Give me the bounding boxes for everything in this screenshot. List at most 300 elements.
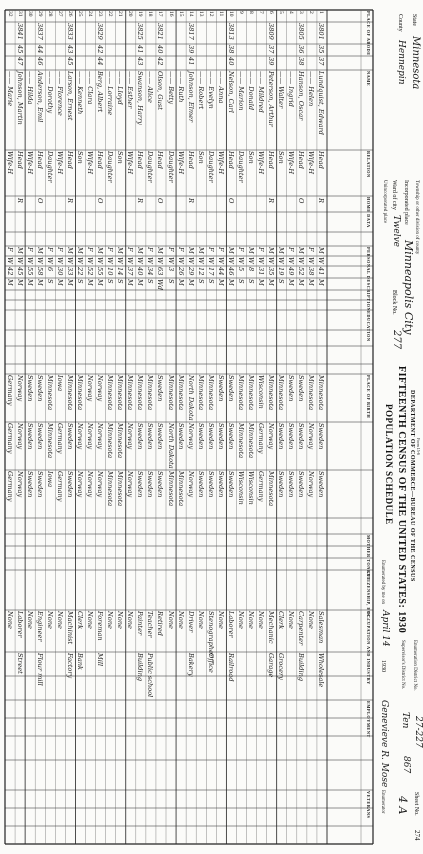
occupation: None: [126, 611, 135, 629]
relation: Head: [317, 151, 326, 169]
person-name: —— Alice: [146, 71, 155, 103]
occupation: Salesman: [317, 611, 326, 644]
person-name: —— Lorraine: [106, 71, 115, 116]
age: 45: [15, 267, 24, 276]
age: 37: [126, 267, 135, 276]
mother-birthplace: Minnesota: [176, 471, 185, 507]
relation: Son: [76, 151, 84, 164]
line-number: 22: [107, 11, 114, 17]
line-number: 23: [97, 11, 104, 17]
family-number: 42: [156, 57, 165, 66]
line-number: 12: [207, 11, 214, 17]
line-number: 24: [87, 11, 94, 17]
industry: Railroad: [226, 653, 235, 682]
marital-status: S: [116, 279, 125, 284]
occupation: Clerk: [277, 611, 286, 630]
mother-birthplace: Minnesota: [106, 471, 115, 507]
race: W: [146, 257, 155, 264]
race: W: [176, 257, 185, 264]
person-name: Nelson, Carl: [226, 71, 235, 113]
column-group-4: PERSONAL DESCRIPTION: [366, 247, 371, 312]
race: W: [307, 257, 316, 264]
father-birthplace: North Dakota: [166, 423, 175, 469]
marital-status: M: [86, 279, 95, 286]
family-number: 41: [186, 57, 195, 66]
industry: Bakery: [186, 653, 195, 677]
race: W: [116, 257, 125, 264]
mother-birthplace: Norway: [96, 471, 105, 498]
industry: Factory: [65, 653, 74, 679]
line-number: 11: [217, 11, 224, 17]
sex: M: [267, 247, 276, 254]
person-name: Johnson, Elmer: [186, 71, 195, 123]
father-birthplace: Norway: [96, 423, 105, 450]
mother-birthplace: Sweden: [25, 471, 34, 498]
birthplace: Minnesota: [136, 375, 145, 411]
age: 8: [247, 267, 256, 272]
house-number: 3821: [156, 23, 165, 40]
sex: M: [196, 247, 205, 254]
person-name: —— Florence: [55, 71, 64, 116]
sheet-value: 4 A: [396, 796, 409, 815]
relation: Head: [136, 151, 145, 169]
age: 42: [5, 267, 14, 276]
sex: M: [15, 247, 24, 254]
line-number: 17: [157, 11, 164, 17]
race: W: [15, 257, 24, 264]
supervisor-label: Supervisor's District No.: [400, 640, 405, 690]
relation: Wife-H: [176, 151, 185, 175]
home-tenure: O: [156, 198, 165, 204]
birthplace: Minnesota: [317, 375, 326, 411]
birthplace: Minnesota: [196, 375, 205, 411]
mother-birthplace: Minnesota: [267, 471, 276, 507]
father-birthplace: Sweden: [216, 423, 225, 450]
dwelling-number: 45: [15, 45, 24, 54]
occupation: Laborer: [226, 611, 235, 638]
marital-status: M: [126, 279, 135, 286]
dwelling-number: 39: [186, 45, 195, 54]
person-name: —— Ruth: [176, 71, 185, 103]
relation: Wife-H: [216, 151, 225, 175]
race: W: [216, 257, 225, 264]
relation: Wife-H: [287, 151, 296, 175]
age: 14: [116, 267, 125, 276]
age: 49: [287, 267, 296, 276]
sex: M: [277, 247, 286, 254]
age: 52: [297, 267, 306, 276]
line-number: 32: [6, 11, 13, 17]
home-tenure: O: [96, 198, 105, 204]
dwelling-number: 42: [96, 45, 105, 54]
mother-birthplace: Norway: [15, 471, 24, 498]
industry: Building: [136, 653, 145, 682]
marital-status: M: [307, 279, 316, 286]
occupation: Laborer: [15, 611, 24, 638]
race: W: [297, 257, 306, 264]
birthplace: Norway: [96, 375, 105, 402]
age: 30: [55, 267, 64, 276]
sex: F: [106, 247, 115, 252]
father-birthplace: Norway: [86, 423, 95, 450]
column-group-7: MOTHER TONGUE: [366, 535, 371, 581]
father-birthplace: Germany: [55, 423, 64, 454]
marital-status: S: [247, 279, 256, 284]
birthplace: Sweden: [156, 375, 165, 402]
column-group-5: EDUCATION: [366, 311, 371, 342]
column-group-8: CITIZENSHIP, ETC.: [366, 571, 371, 620]
person-name: —— Helen: [307, 71, 316, 107]
marital-status: M: [257, 279, 266, 286]
birthplace: Minnesota: [166, 375, 175, 411]
birthplace: Iowa: [55, 375, 64, 392]
birthplace: Minnesota: [237, 375, 245, 411]
industry: Wholesale: [317, 653, 326, 688]
mother-birthplace: Germany: [5, 471, 14, 502]
race: W: [267, 257, 276, 264]
father-birthplace: Minnesota: [247, 423, 256, 459]
father-birthplace: Sweden: [206, 423, 215, 450]
sex: M: [297, 247, 306, 254]
relation: Wife-H: [307, 151, 316, 175]
age: 12: [196, 267, 205, 276]
marital-status: M: [216, 279, 225, 286]
age: 6: [45, 267, 54, 272]
line-number: 21: [117, 11, 124, 17]
relation: Wife-H: [5, 151, 14, 175]
industry: Building: [297, 653, 306, 682]
birthplace: Norway: [86, 375, 95, 402]
birthplace: Minnesota: [146, 375, 155, 411]
race: W: [65, 257, 74, 264]
birthplace: Minnesota: [176, 375, 185, 411]
age: 46: [226, 267, 235, 276]
house-number: 3829: [96, 23, 105, 40]
line-number: 3: [298, 11, 305, 14]
industry: Mill: [96, 653, 105, 667]
occupation: None: [116, 611, 125, 629]
sex: F: [176, 247, 185, 252]
unincorporated-label: Unincorporated place: [382, 180, 387, 224]
person-name: —— Betty: [166, 71, 175, 105]
enumerator-name: Genevieve R. Mose: [379, 700, 389, 788]
marital-status: S: [166, 279, 175, 284]
state-value: Minnesota: [410, 36, 421, 90]
relation: Daughter: [166, 151, 175, 183]
person-name: —— Mildred: [257, 71, 266, 113]
relation: Daughter: [146, 151, 155, 183]
age: 22: [76, 267, 84, 276]
occupation: None: [237, 611, 245, 629]
father-birthplace: Sweden: [156, 423, 165, 450]
father-birthplace: Sweden: [65, 423, 74, 450]
marital-status: M: [186, 279, 195, 286]
marital-status: S: [196, 279, 205, 284]
marital-status: S: [76, 279, 84, 284]
dwelling-number: 41: [136, 45, 145, 54]
birthplace: North Dakota: [186, 375, 195, 421]
father-birthplace: Sweden: [196, 423, 205, 450]
line-number: 26: [66, 11, 73, 17]
column-group-9: OCCUPATION AND INDUSTRY: [366, 611, 371, 685]
column-group-1: NAME: [366, 71, 371, 87]
mother-birthplace: Minnesota: [116, 471, 125, 507]
marital-status: M: [96, 279, 105, 286]
mother-birthplace: Norway: [307, 471, 316, 498]
race: W: [55, 257, 64, 264]
relation: Wife-H: [86, 151, 95, 175]
father-birthplace: Minnesota: [106, 423, 115, 459]
line-number: 6: [268, 11, 275, 14]
family-number: 43: [136, 57, 145, 66]
occupation: None: [287, 611, 296, 629]
family-number: 47: [15, 57, 24, 66]
age: 3: [166, 267, 175, 272]
age: 33: [65, 267, 74, 276]
marital-status: S: [45, 279, 54, 284]
house-number: 3837: [35, 23, 44, 40]
line-number: 7: [258, 11, 265, 14]
father-birthplace: Germany: [257, 423, 266, 454]
age: 35: [267, 267, 276, 276]
enumerated-label: Enumerated by me on: [380, 560, 385, 605]
occupation: Carpenter: [297, 611, 306, 646]
mother-birthplace: Sweden: [277, 471, 286, 498]
occupation: Painter: [136, 611, 145, 636]
sex: F: [257, 247, 266, 252]
line-number: 18: [147, 11, 154, 17]
age: 34: [146, 267, 155, 276]
age: 10: [106, 267, 115, 276]
person-name: Johnson, Martin: [15, 71, 24, 125]
person-name: —— Robert: [196, 71, 205, 110]
mother-birthplace: Germany: [257, 471, 266, 502]
sex: M: [186, 247, 195, 254]
birthplace: Minnesota: [76, 375, 84, 411]
column-group-11: VETERANS: [366, 791, 371, 819]
father-birthplace: Minnesota: [45, 423, 54, 459]
race: W: [257, 257, 266, 264]
race: W: [106, 257, 115, 264]
person-name: —— Marie: [5, 71, 14, 107]
enumerated-date: April 14: [380, 610, 390, 647]
county-label: County: [397, 14, 403, 32]
occupation: Stenographer: [206, 611, 215, 658]
race: W: [156, 257, 165, 264]
sex: F: [237, 247, 245, 252]
person-name: Berg, Albert: [96, 71, 105, 113]
father-birthplace: Sweden: [226, 423, 235, 450]
mother-birthplace: Sweden: [216, 471, 225, 498]
age: 58: [35, 267, 44, 276]
father-birthplace: Sweden: [136, 423, 145, 450]
birthplace: Sweden: [25, 375, 34, 402]
mother-birthplace: Norway: [186, 471, 195, 498]
incorporated-label: Incorporated place: [403, 180, 409, 225]
race: W: [277, 257, 286, 264]
industry: Office: [206, 653, 215, 673]
relation: Head: [96, 151, 105, 169]
mother-birthplace: Sweden: [156, 471, 165, 498]
race: W: [237, 257, 245, 264]
sex: M: [247, 247, 256, 254]
sex: M: [76, 247, 84, 254]
line-number: 10: [227, 11, 234, 17]
industry: Bank: [76, 653, 84, 671]
industry: Grocery: [277, 653, 286, 680]
age: 19: [277, 267, 286, 276]
relation: Wife-H: [126, 151, 135, 175]
age: 44: [216, 267, 225, 276]
house-number: 3805: [297, 23, 306, 40]
mother-birthplace: Minnesota: [166, 471, 175, 507]
age: 63: [156, 267, 165, 276]
age: 29: [186, 267, 195, 276]
township-label: Township or other division of county: [414, 180, 419, 255]
relation: Head: [156, 151, 165, 169]
occupation: None: [257, 611, 266, 629]
father-birthplace: Norway: [186, 423, 195, 450]
father-birthplace: Sweden: [297, 423, 306, 450]
line-number: 29: [36, 11, 43, 17]
marital-status: S: [146, 279, 155, 284]
sex: M: [65, 247, 74, 254]
mother-birthplace: Wisconsin: [247, 471, 256, 505]
relation: Head: [297, 151, 306, 169]
sex: F: [25, 247, 34, 252]
sex: M: [317, 247, 326, 254]
line-number: 30: [26, 11, 33, 17]
birthplace: Minnesota: [247, 375, 256, 411]
form-number: Form 15-6: [416, 438, 421, 455]
stamp-number: 274: [413, 830, 421, 841]
mother-birthplace: Sweden: [317, 471, 326, 498]
department-heading: DEPARTMENT OF COMMERCE—BUREAU OF THE CENSUS: [409, 390, 415, 582]
state-label: State: [411, 14, 417, 26]
occupation: None: [196, 611, 205, 629]
marital-status: S: [106, 279, 115, 284]
mother-birthplace: Sweden: [226, 471, 235, 498]
person-name: Anderson, Emil: [35, 71, 44, 123]
marital-status: M: [176, 279, 185, 286]
relation: Son: [196, 151, 205, 164]
occupation: None: [5, 611, 14, 629]
race: W: [96, 257, 105, 264]
race: W: [186, 257, 195, 264]
sex: F: [206, 247, 215, 252]
age: 40: [136, 267, 145, 276]
census-title: FIFTEENTH CENSUS OF THE UNITED STATES: 1930: [396, 366, 407, 634]
age: 26: [176, 267, 185, 276]
family-number: 44: [96, 57, 105, 66]
relation: Wife-H: [55, 151, 64, 175]
occupation: None: [176, 611, 185, 629]
line-number: 14: [187, 11, 194, 17]
dwelling-number: 37: [267, 45, 276, 54]
line-number: 25: [77, 11, 83, 17]
person-name: —— Donald: [247, 71, 256, 111]
marital-status: M: [267, 279, 276, 286]
father-birthplace: Norway: [126, 423, 135, 450]
sex: F: [55, 247, 64, 252]
home-tenure: O: [226, 198, 235, 204]
sex: M: [226, 247, 235, 254]
person-name: —— Anna: [216, 71, 225, 104]
father-birthplace: Sweden: [146, 423, 155, 450]
line-number: 4: [288, 11, 295, 14]
marital-status: M: [65, 279, 74, 286]
county-value: Hennepin: [396, 40, 406, 85]
birthplace: Germany: [5, 375, 14, 406]
house-number: 3801: [317, 23, 326, 40]
father-birthplace: Sweden: [317, 423, 326, 450]
occupation: None: [106, 611, 115, 629]
relation: Daughter: [106, 151, 115, 183]
person-name: —— Walter: [277, 71, 286, 109]
line-number: 20: [127, 11, 134, 17]
father-birthplace: Norway: [76, 423, 84, 450]
dwelling-number: 35: [317, 45, 326, 54]
race: W: [35, 257, 44, 264]
mother-birthplace: Norway: [86, 471, 95, 498]
relation: Head: [186, 151, 195, 169]
house-number: 3825: [136, 23, 145, 40]
age: 52: [86, 267, 95, 276]
line-number: 13: [197, 11, 204, 17]
family-number: 38: [297, 57, 306, 66]
ward-label: Ward of city: [391, 180, 397, 210]
family-number: 45: [65, 57, 74, 66]
industry: Public school: [146, 653, 155, 698]
person-name: —— Clara: [86, 71, 95, 105]
house-number: 3841: [15, 23, 24, 40]
father-birthplace: Norway: [307, 423, 316, 450]
sex: M: [156, 247, 165, 254]
mother-birthplace: Sweden: [35, 471, 44, 498]
race: W: [45, 257, 54, 264]
relation: Head: [35, 151, 44, 169]
father-birthplace: Germany: [5, 423, 14, 454]
race: W: [86, 257, 95, 264]
sex: F: [166, 247, 175, 252]
sex: F: [216, 247, 225, 252]
person-name: —— Esther: [126, 71, 135, 109]
mother-birthplace: Sweden: [297, 471, 306, 498]
dwelling-number: 38: [226, 45, 235, 54]
father-birthplace: Sweden: [25, 423, 34, 450]
marital-status: M: [287, 279, 296, 286]
home-tenure: R: [317, 198, 326, 203]
occupation: None: [86, 611, 95, 629]
father-birthplace: Sweden: [176, 423, 185, 450]
ward-value: Twelve: [391, 215, 401, 248]
relation: Son: [247, 151, 256, 164]
relation: Head: [226, 151, 235, 169]
birthplace: Minnesota: [267, 375, 276, 411]
industry: Street: [15, 653, 24, 674]
house-number: 3809: [267, 23, 276, 40]
birthplace: Sweden: [297, 375, 306, 402]
mother-birthplace: Germany: [55, 471, 64, 502]
person-name: —— Lloyd: [116, 71, 125, 105]
dwelling-number: 36: [297, 45, 306, 54]
sex: M: [116, 247, 125, 254]
sex: F: [146, 247, 155, 252]
birthplace: Sweden: [226, 375, 235, 402]
father-birthplace: Sweden: [35, 423, 44, 450]
marital-status: S: [277, 279, 286, 284]
line-number: 28: [46, 11, 53, 17]
